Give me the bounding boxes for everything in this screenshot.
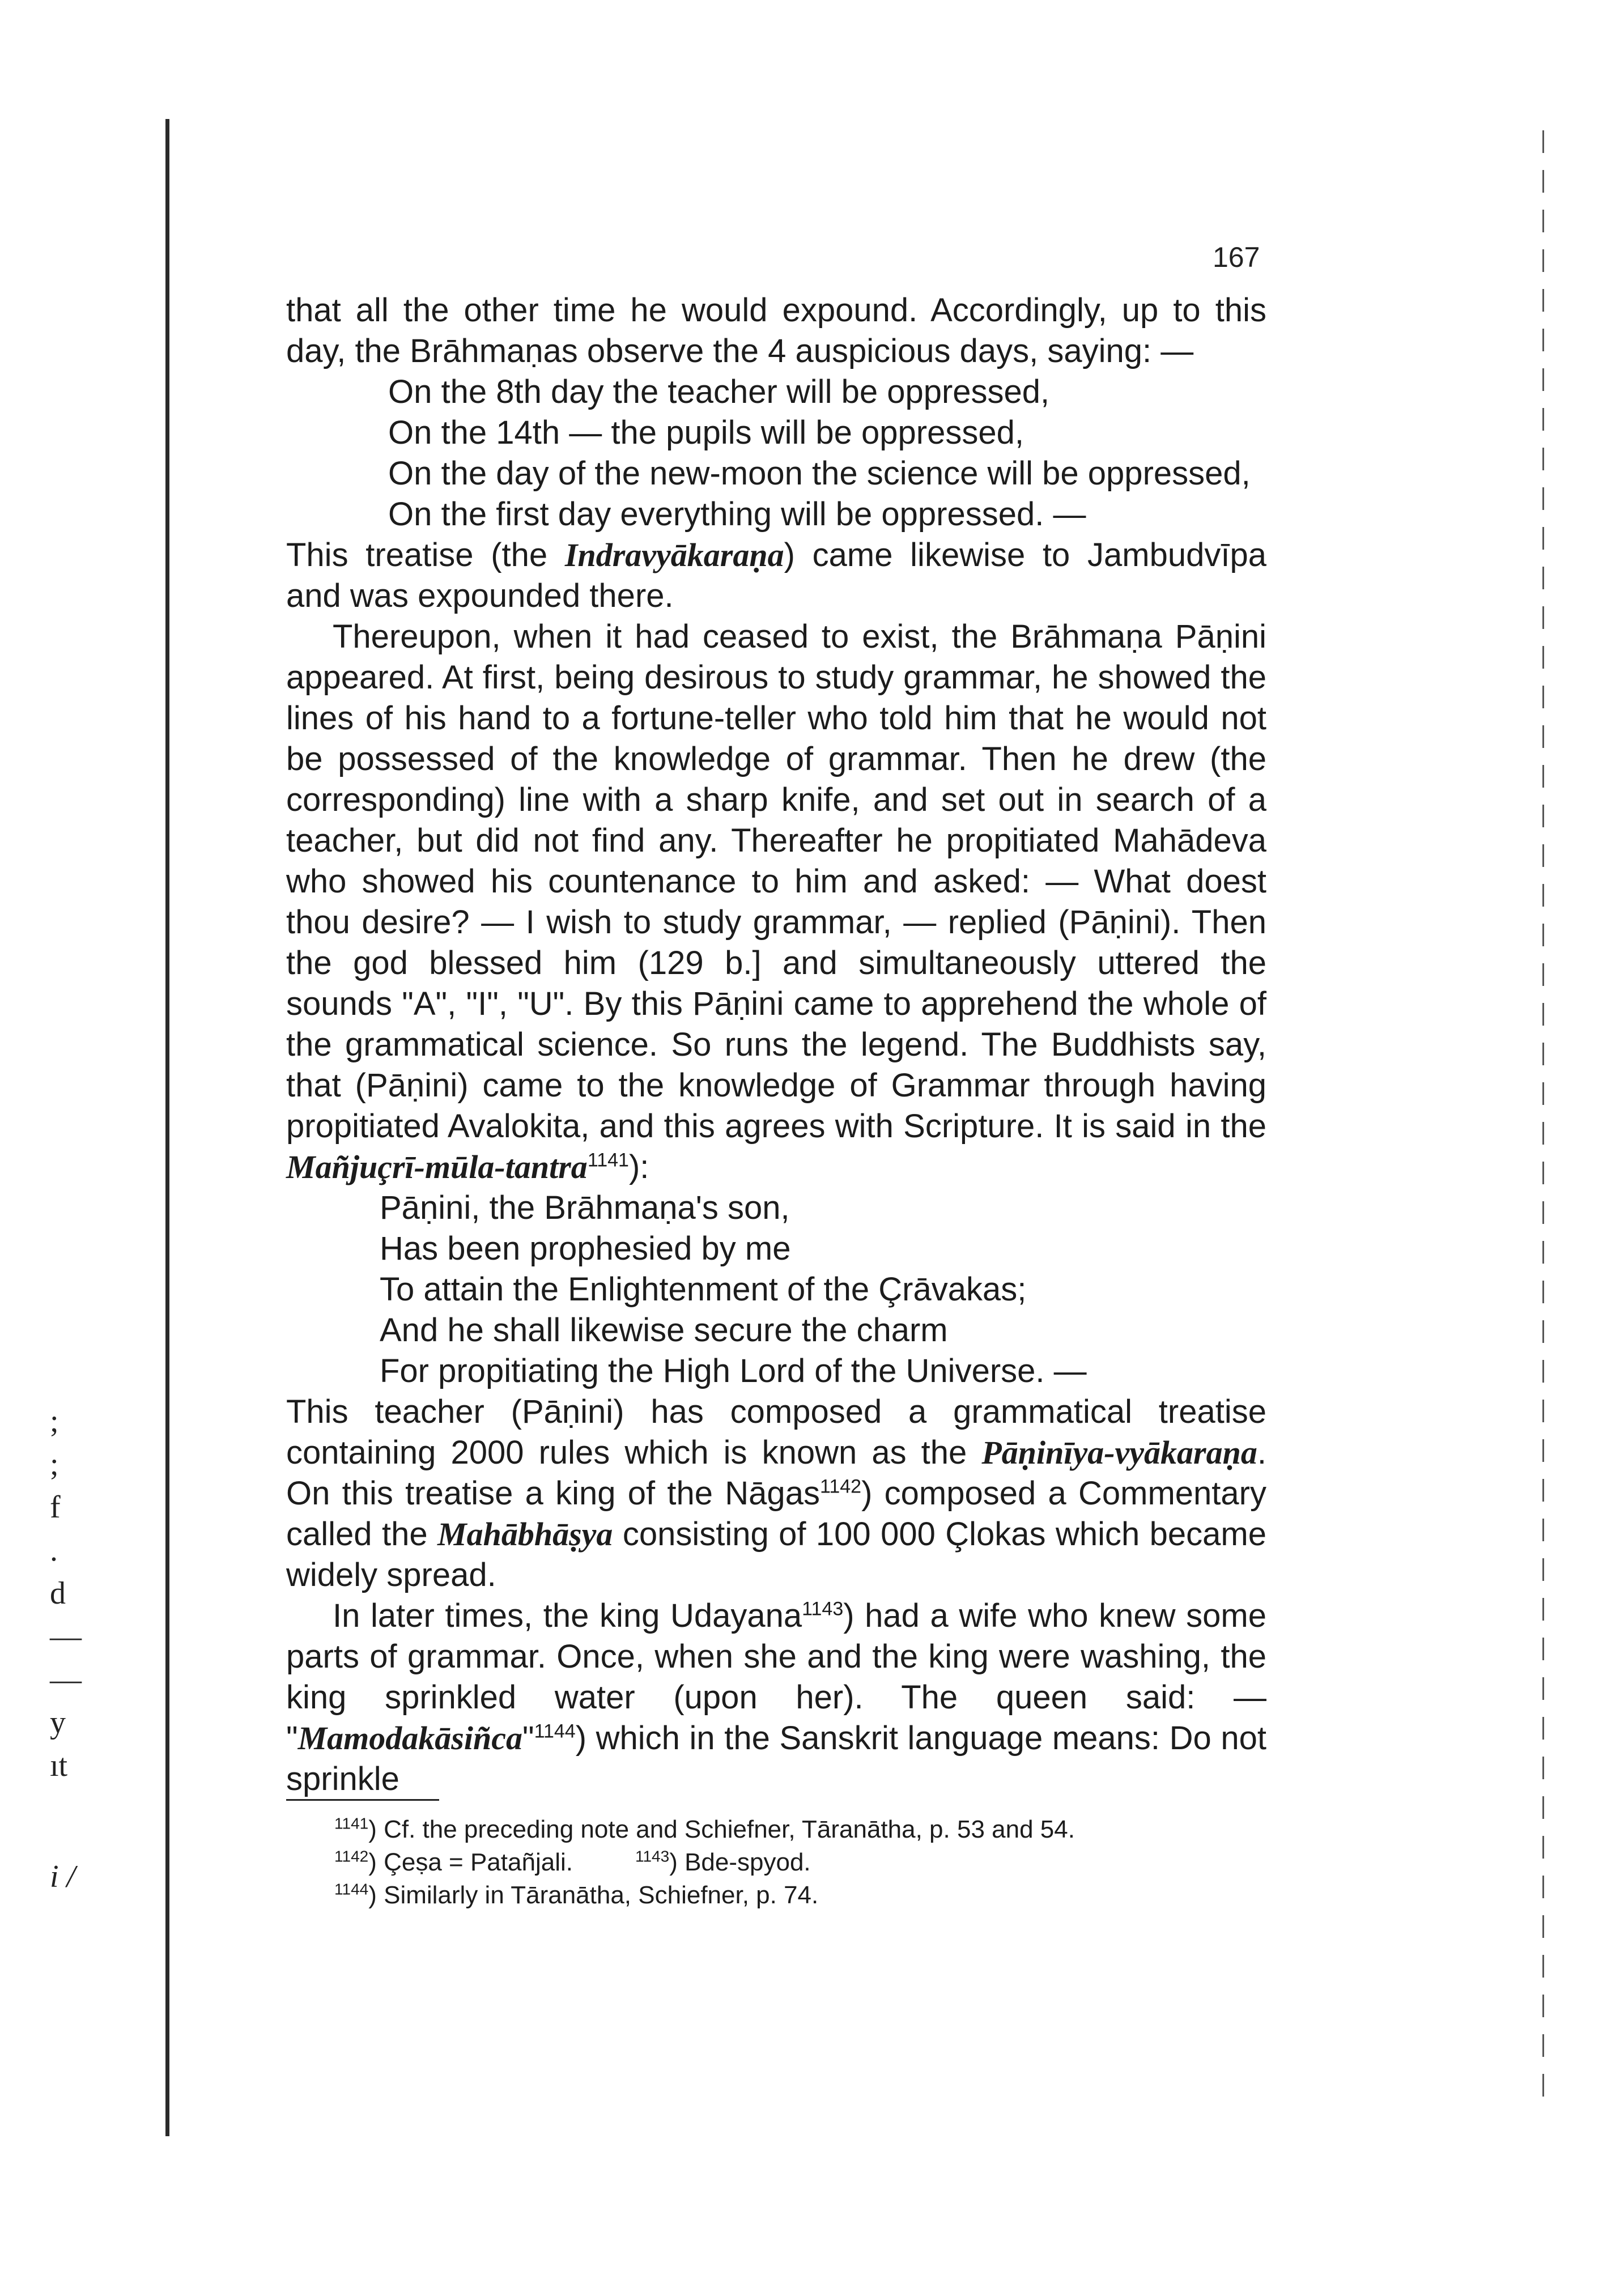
footnote (334, 1879, 1269, 1912)
footnote-number: 1142 (334, 1847, 369, 1865)
margin-glyph: ; (50, 1447, 59, 1482)
verse-line: On the day of the new-moon the science will be oppressed, (388, 455, 1251, 492)
footnote-text: ) Cf. the preceding note and Schiefner, Tāranātha, p. 53 and 54. (368, 1815, 1075, 1843)
work-title: Pāṇinīya-vyākaraṇa (981, 1434, 1257, 1471)
text-run: ) composed a Commentary called the (286, 1475, 1266, 1553)
text-run: ) which in the Sanskrit language means: Do not sprinkle (286, 1720, 1266, 1797)
verse-line: To attain the Enlightenment of the Çrāvakas; (380, 1271, 1027, 1308)
paragraph: that all the other time he would expound. Accordingly, up to this day, the Brāhmaṇas observe the 4 auspicious days, saying: — (286, 292, 1266, 369)
footnote-rule (286, 1799, 439, 1801)
margin-glyph: i / (50, 1859, 76, 1894)
work-title: Mahābhāṣya (437, 1516, 613, 1553)
footnote-ref: 1142 (819, 1476, 862, 1498)
footnote-number: 1143 (635, 1847, 670, 1865)
footnote-ref: 1141 (587, 1149, 629, 1171)
paragraph (286, 616, 1266, 1188)
footnotes (334, 1813, 1269, 1912)
text-run: ): (628, 1149, 649, 1185)
verse-line: On the 14th — the pupils will be oppressed, (388, 414, 1024, 451)
adjacent-page-margin (50, 1400, 95, 1898)
footnote-ref: 1144 (534, 1720, 576, 1742)
text-run: ) came likewise to Jambudvīpa and was expounded there. (286, 537, 1267, 614)
text-run: In later times, the king Udayana (333, 1597, 802, 1634)
footnote-number: 1141 (334, 1814, 369, 1832)
text-run: This teacher (Pāṇini) has composed a grammatical treatise containing 2000 rules which is known as the (286, 1393, 1266, 1471)
margin-glyph: f (50, 1490, 61, 1525)
text-run: This treatise (the (286, 537, 565, 573)
margin-glyph: y (50, 1705, 66, 1740)
work-title: Mamodakāsiñca (297, 1720, 522, 1757)
text-run: Thereupon, when it had ceased to exist, the Brāhmaṇa Pāṇini appeared. At first, being desirous to study grammar, he showed the lines of his hand to a fortune-teller who told him that he would not be possessed of the knowledge of grammar. Then he drew (the corresponding) line with a sharp knife, and set out in search of a teacher, but did not find any. Thereafter he propitiated Mahādeva who showed his countenance to him and asked: — What doest thou desire? — I wish to study grammar, — replied (Pāṇini). Then the god blessed him (129 b.] and simultaneously uttered the sounds "A", "I", "U". By this Pāṇini came to apprehend the whole of the grammatical science. So runs the legend. The Buddhists say, that (Pāṇini) came to the knowledge of Grammar through having propitiated Avalokita, and this agrees with Scripture. It is said in the (286, 618, 1266, 1145)
text-run: ) had a wife who knew some parts of grammar. Once, when she and the king were washing, the king sprinkled water (upon her). The queen said: — " (286, 1597, 1267, 1757)
paragraph (286, 1392, 1266, 1596)
margin-glyph: d (50, 1576, 66, 1611)
verse-line: On the first day everything will be oppressed. — (388, 496, 1086, 533)
text-run: " (522, 1720, 534, 1757)
verse-line: Has been prophesied by me (380, 1230, 791, 1267)
margin-glyph: — (50, 1662, 82, 1697)
verse-line: Pāṇini, the Brāhmaṇa's son, (380, 1189, 790, 1226)
footnote (334, 1846, 1269, 1879)
verse-line: On the 8th day the teacher will be oppressed, (388, 373, 1050, 410)
paragraph (286, 1596, 1266, 1800)
verse-line: For propitiating the High Lord of the Universe. — (380, 1353, 1087, 1389)
verse-line: And he shall likewise secure the charm (380, 1312, 948, 1349)
work-title: Indravyākaraṇa (564, 537, 784, 573)
footnote-ref: 1143 (802, 1598, 844, 1620)
text-run: . On this treatise a king of the Nāgas (286, 1434, 1266, 1512)
binding-edge-left (165, 119, 169, 2136)
footnote (334, 1813, 1269, 1846)
work-title: Mañjuçrī-mūla-tantra (286, 1149, 588, 1185)
footnote-text: ) Bde-spyod. (669, 1848, 811, 1876)
margin-glyph: . (50, 1533, 58, 1568)
margin-glyph: — (50, 1619, 82, 1654)
margin-glyph: ıt (50, 1748, 68, 1783)
main-text (286, 290, 1266, 1800)
margin-glyph: ; (50, 1404, 59, 1439)
scan-edge-right (1542, 130, 1544, 2114)
page-number: 167 (1213, 241, 1260, 273)
footnote-text: ) Similarly in Tāranātha, Schiefner, p. 74. (368, 1881, 819, 1909)
footnote-text: ) Çeṣa = Patañjali. (368, 1848, 573, 1876)
paragraph (286, 535, 1266, 616)
text-run: consisting of 100 000 Çlokas which became widely spread. (286, 1516, 1266, 1593)
footnote-number: 1144 (334, 1880, 369, 1898)
